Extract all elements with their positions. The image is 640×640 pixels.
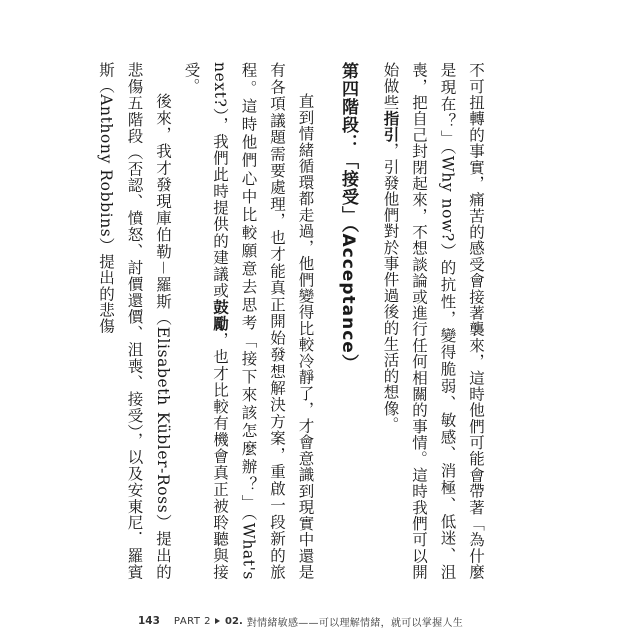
paragraph-2-text-b: ，也才比較有機會真正被聆聽與接受。 xyxy=(182,62,229,581)
paragraph-2 xyxy=(177,62,320,580)
paragraph-1-text-a: 不可扭轉的事實，痛苦的感受會接著襲來，這時他們可能會帶著「為什麼是現在？」（Why now?）的抗性，變得脆弱、敏感、消極、低迷、沮喪，把自己封閉起來，不想談論或進行任何相關的事情。這時我們可以開始做些 xyxy=(381,62,485,580)
chapter-title: 對情緒敏感——可以理解情緒，就可以掌握人生 xyxy=(246,617,464,629)
vertical-body-text xyxy=(92,62,491,580)
paragraph-1-emphasis: 指引 xyxy=(381,110,400,143)
section-heading: 第四階段：「接受」（Acceptance） xyxy=(338,62,358,372)
page-number: 143 xyxy=(138,615,160,627)
paragraph-1 xyxy=(376,62,490,580)
triangle-arrow-icon xyxy=(215,618,220,624)
part-label: PART 2 xyxy=(173,615,212,627)
paragraph-2-emphasis: 鼓勵 xyxy=(211,298,229,333)
chapter-number: 02. xyxy=(225,615,243,627)
paragraph-2-text-a: 直到情緒循環都走過，他們變得比較冷靜了，才會意識到現實中還是有各項議題需要處理，也才能真正開始發想解決方案，重啟一段新的旅程。這時他們心中比較願意去思考「接下來該怎麼辦？」（What's next?），我們此時提供的建議或 xyxy=(211,62,315,580)
paragraph-3: 後來，我才發現庫伯勒－羅斯（Elisabeth Kübler-Ross）提出的悲傷五階段（否認、憤怒、討價還價、沮喪、接受），以及安東尼．羅賓斯（Anthony Robbins）提出的悲傷 xyxy=(97,62,172,580)
running-footer xyxy=(138,613,528,629)
paragraph-1-text-b: ，引發他們對於事件過後的生活的想像。 xyxy=(381,142,400,433)
